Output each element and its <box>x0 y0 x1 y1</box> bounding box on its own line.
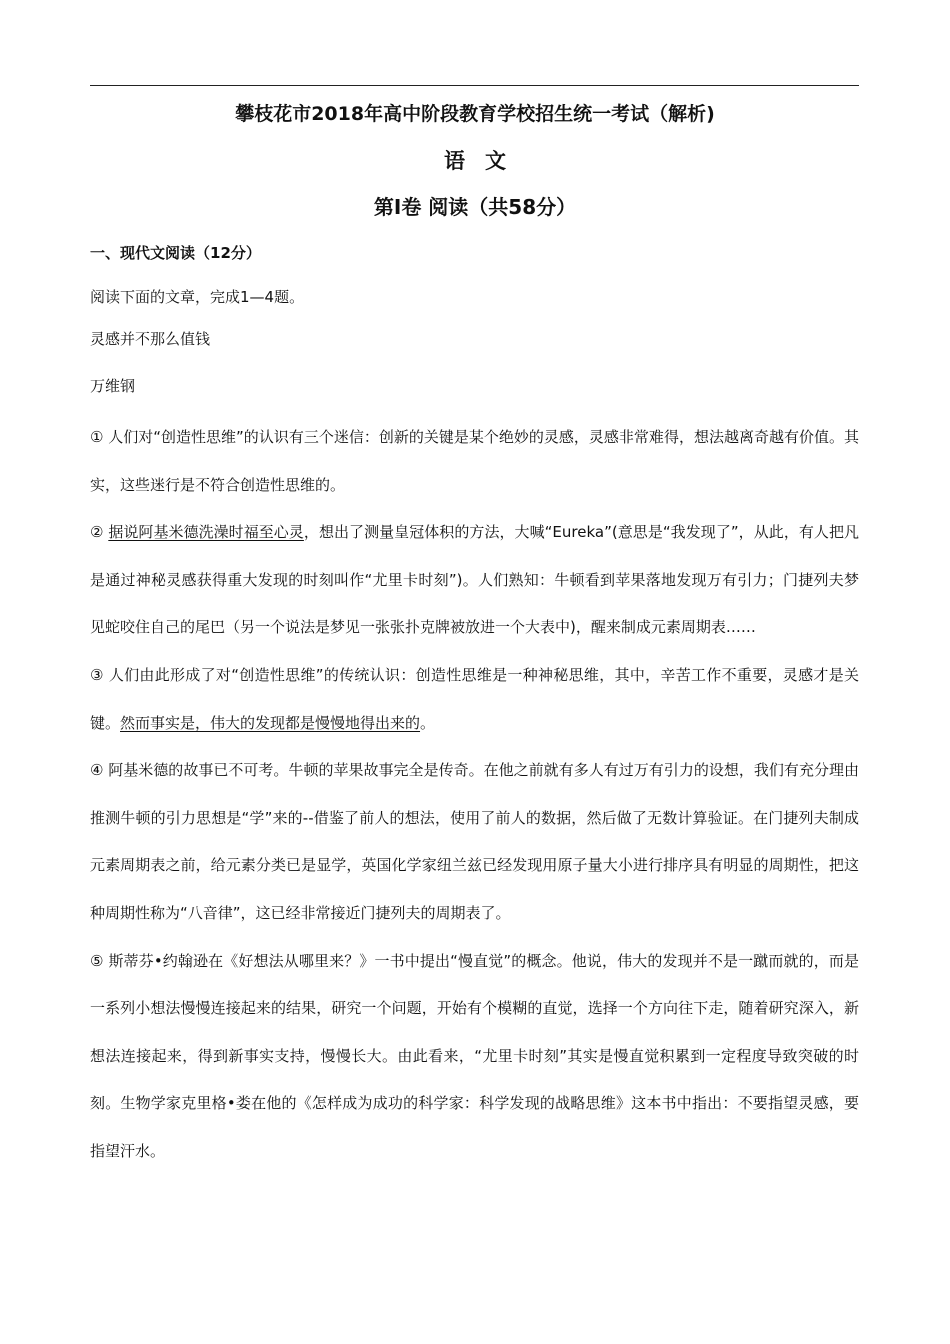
volume-title: 第Ⅰ卷 阅读（共58分） <box>373 195 577 219</box>
paragraph-2-number: ② <box>90 523 109 542</box>
paragraph-5: ⑤ 斯蒂芬•约翰逊在《好想法从哪里来？》一书中提出“慢直觉”的概念。他说，伟大的发现并不是一蹴而就的，而是一系列小想法慢慢连接起来的结果，研究一个问题，开始有个模糊的直觉，选择一个方向往下走，随着研究深入，新想法连接起来，得到新事实支持，慢慢长大。由此看来，“尤里卡时刻”其实是慢直觉积累到一定程度导致突破的时刻。生物学家克里格•娄在他的《怎样成为成功的科学家：科学发现的战略思维》这本书中指出：不要指望灵感，要指望汗水。 <box>90 951 859 1160</box>
paragraph-1: ① 人们对“创造性思维”的认识有三个迷信：创新的关键是某个绝妙的灵感，灵感非常难得，想法越离奇越有价值。其实，这些迷行是不符合创造性思维的。 <box>90 428 859 494</box>
subject-title: 语文 <box>444 149 526 173</box>
section-heading: 一、现代文阅读（12分） <box>90 244 261 262</box>
exam-title: 攀枝花市2018年高中阶段教育学校招生统一考试（解析) <box>235 103 715 125</box>
paragraph-3 <box>90 652 859 747</box>
paragraph-2-text: ，想出了测量皇冠体积的方法，大喊“Eureka”(意思是“我发现了”，从此，有人把凡是通过神秘灵感获得重大发现的时刻叫作“尤里卡时刻”)。人们熟知：牛顿看到苹果落地发现万有引力；门捷列夫梦见蛇咬住自己的尾巴（另一个说法是梦见一张张扑克牌被放进一个大表中)，醒来制成元素周期表…… <box>90 523 859 637</box>
paragraph-2 <box>90 509 859 652</box>
underlined-sentence-2: 然而事实是，伟大的发现都是慢慢地得出来的 <box>120 713 421 732</box>
paragraph-4: ④ 阿基米德的故事已不可考。牛顿的苹果故事完全是传奇。在他之前就有多人有过万有引力的设想，我们有充分理由推测牛顿的引力思想是“学”来的--借鉴了前人的想法，使用了前人的数据，然后做了无数计算验证。在门捷列夫制成元素周期表之前，给元素分类已是显学，英国化学家纽兰兹已经发现用原子量大小进行排序具有明显的周期性，把这种周期性称为“八音律”，这已经非常接近门捷列夫的周期表了。 <box>90 761 859 922</box>
article-body <box>90 414 859 1176</box>
paragraph-3-end: 。 <box>420 713 436 732</box>
underlined-sentence-1: 据说阿基米德洗澡时福至心灵 <box>108 523 304 542</box>
header-rule <box>90 85 859 86</box>
article-author: 万维钢 <box>90 377 136 395</box>
reading-instruction: 阅读下面的文章，完成1—4题。 <box>90 288 305 306</box>
paragraph-3-text: ③ 人们由此形成了对“创造性思维”的传统认识：创造性思维是一种神秘思维，其中，辛苦工作不重要，灵感才是关键。 <box>90 665 859 732</box>
article-title: 灵感并不那么值钱 <box>90 330 211 348</box>
